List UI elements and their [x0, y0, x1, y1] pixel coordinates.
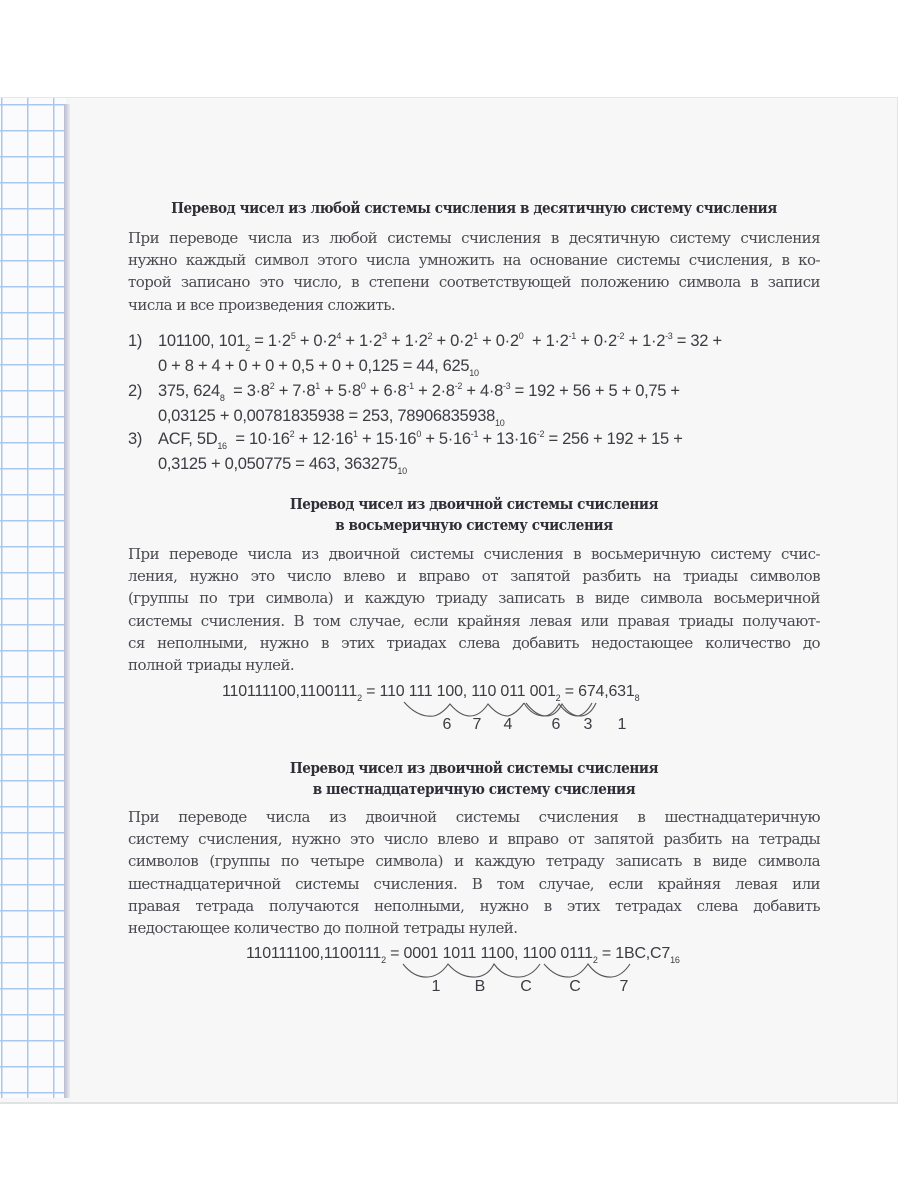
paragraph-line: торой записано это число, в степени соответствующей положению символа в записи: [128, 273, 820, 292]
paragraph-line: системы счисления. В том случае, если крайняя левая или правая триады получают-: [128, 611, 820, 630]
paragraph-line: числа и все произведения сложить.: [128, 295, 396, 314]
paragraph-line: нужно каждый символ этого числа умножить на основание системы счисления, в ко-: [128, 251, 820, 270]
section2-heading-line2: в восьмеричную систему счисления: [335, 517, 613, 534]
paragraph-line: ления, нужно это число влево и вправо от запятой разбить на триады символов: [128, 567, 820, 586]
examples-list: [128, 328, 820, 478]
example-number: 3): [128, 430, 143, 448]
grid-paper-underlay: [0, 98, 66, 1098]
paragraph-line: недостающее количество до полной тетрады нулей.: [128, 919, 518, 938]
example-line: 0,3125 + 0,050775 = 463, $363275_{10}$: [158, 455, 407, 476]
octal-digits: [0, 716, 900, 740]
octal-digit: 7: [472, 716, 482, 733]
paragraph-line: символов (группы по четыре символа) и каждую тетраду записать в виде символа: [128, 852, 820, 871]
paragraph-line: При переводе числа из двоичной системы счисления в восьмеричную систему счис-: [128, 545, 820, 563]
paragraph-line: При переводе числа из двоичной системы счисления в шестнадцатеричную: [128, 808, 820, 826]
section3-paragraph: [128, 806, 820, 939]
hex-digit: 7: [619, 978, 629, 995]
octal-digit: 4: [503, 716, 513, 733]
paragraph-line: полной триады нулей.: [128, 656, 295, 675]
section1-paragraph: [128, 227, 820, 316]
hex-digit: C: [520, 978, 532, 995]
paragraph-line: ся неполными, нужно в этих триадах слева добавить недостающее количество до: [128, 633, 820, 652]
octal-digit: 6: [551, 716, 561, 733]
paragraph-line: правая тетрада получаются неполными, нужно в этих тетрадах слева добавить: [128, 896, 820, 915]
octal-equation: $110111100,1100111_2 = 110$ 111 100, 110 011 $001_2 = 674,631_8$: [222, 683, 640, 703]
example-line: 0,03125 + 0,00781835938 = 253, $78906835938_{10}$: [158, 407, 505, 428]
section2-paragraph: [128, 543, 820, 676]
section3-heading-line2: в шестнадцатеричную систему счисления: [312, 781, 636, 798]
hex-digit: C: [569, 978, 581, 995]
paragraph-line: шестнадцатеричной системы счисления. В том случае, если крайняя левая или: [128, 874, 820, 893]
octal-digit: 3: [583, 716, 593, 733]
example-line: 375, $624_8 = 3\cdot 8^2 + 7\cdot 8^1 + 5\cdot 8^0 + 6\cdot 8^{-1} + 2\cdot 8^{-2} + 4\cdot 8^{-3} = 192 + 56 + 5 + 0,75$ +: [158, 381, 680, 403]
octal-digit: 6: [442, 716, 452, 733]
paragraph-line: систему счисления, нужно это число влево и вправо от запятой разбить на тетрады: [128, 830, 820, 849]
section2-heading-line1: Перевод чисел из двоичной системы счисления: [289, 496, 659, 513]
octal-digit: 1: [617, 716, 627, 733]
hex-digit: 1: [431, 978, 441, 995]
paragraph-line: (группы по три символа) и каждую триаду записать в виде символа восьмеричной: [128, 589, 820, 608]
hex-digits: [0, 978, 900, 1002]
hex-digit: B: [474, 978, 486, 995]
example-line: 101100, $101_2 = 1\cdot 2^5 + 0\cdot 2^4 + 1\cdot 2^3 + 1\cdot 2^2 + 0\cdot 2^1 + 0\cdot 2^0 + 1\cdot 2^{-1} + 0\cdot 2^{-2} + 1\cdot 2^{-3} = 32$ +: [158, 331, 722, 353]
section1-heading: Перевод чисел из любой системы счисления в десятичную систему счисления: [171, 200, 777, 217]
example-number: 2): [128, 382, 143, 400]
paragraph-line: При переводе числа из любой системы счисления в десятичную систему счисления: [128, 229, 820, 247]
example-line: 0 + 8 + 4 + 0 + 0 + 0,5 + 0 + 0,125 = 44, $625_{10}$: [158, 357, 479, 378]
example-number: 1): [128, 332, 143, 350]
hex-equation: $110111100,1100111_2 = 0001$ 1011 1100, 1100 $0111_2 = 1BC,C7_{16}$: [246, 945, 680, 965]
example-line: ACF, $5D_{16} = 10\cdot 16^2 + 12\cdot 16^1 + 15\cdot 16^0 + 5\cdot 16^{-1} + 13\cdot 16^{-2} = 256 + 192 + 15$ +: [158, 429, 683, 451]
section3-heading-line1: Перевод чисел из двоичной системы счисления: [289, 760, 659, 777]
